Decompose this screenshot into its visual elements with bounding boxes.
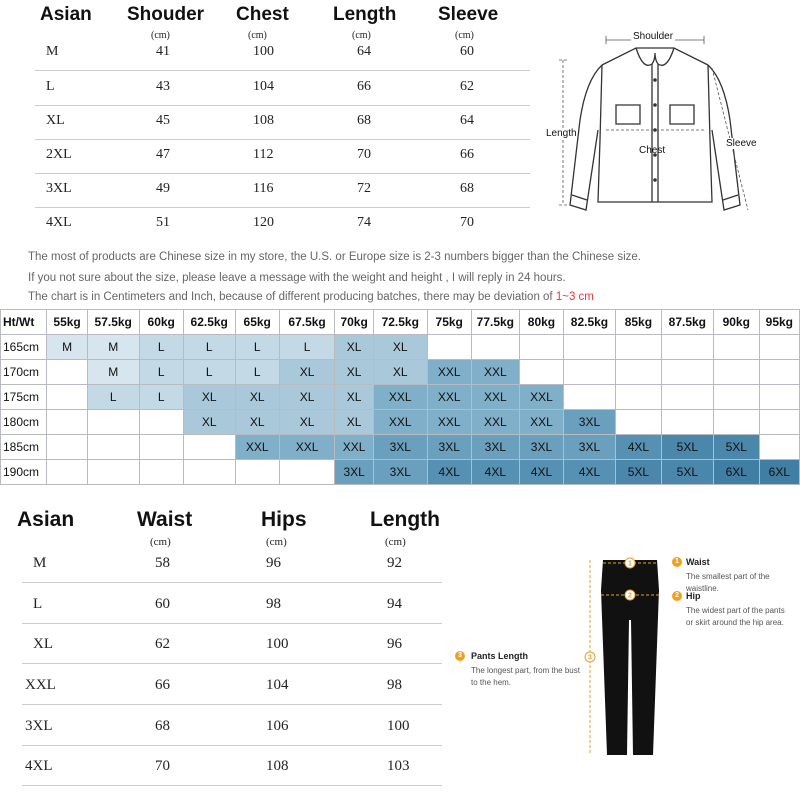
- pants-size-label: XXL: [25, 677, 56, 693]
- grid-size-cell: L: [183, 335, 235, 360]
- shirt-size-value: 100: [253, 44, 274, 59]
- header-sleeve: Sleeve: [438, 4, 499, 25]
- legend-waist-title: Waist: [686, 557, 710, 567]
- legend-length-desc: The longest part, from the bust to the hem.: [471, 666, 580, 687]
- grid-size-cell: 6XL: [713, 460, 759, 485]
- grid-row: [1, 360, 800, 385]
- grid-corner: Ht/Wt: [1, 310, 47, 335]
- grid-size-cell: 5XL: [661, 460, 713, 485]
- grid-size-cell: [615, 410, 661, 435]
- shirt-size-value: 51: [156, 215, 170, 230]
- row-divider: [22, 663, 442, 664]
- pants-measurement-diagram: [455, 550, 795, 765]
- shirt-size-label: 3XL: [46, 181, 72, 196]
- grid-size-cell: [615, 335, 661, 360]
- grid-size-cell: XL: [279, 410, 335, 435]
- shirt-size-value: 72: [357, 181, 371, 196]
- shirt-size-label: M: [46, 44, 59, 59]
- grid-height-label: 190cm: [1, 460, 47, 485]
- grid-size-cell: 4XL: [427, 460, 471, 485]
- grid-size-cell: XL: [373, 360, 427, 385]
- pants-size-value: 96: [266, 555, 281, 571]
- grid-size-cell: [759, 360, 799, 385]
- legend-number-1-icon: 1: [672, 557, 682, 567]
- grid-size-cell: 3XL: [373, 460, 427, 485]
- pants-size-value: 103: [387, 758, 410, 774]
- row-divider: [35, 207, 530, 208]
- grid-size-cell: [759, 410, 799, 435]
- grid-size-cell: [183, 435, 235, 460]
- row-divider: [35, 70, 530, 71]
- shirt-size-value: 64: [460, 113, 474, 128]
- grid-size-cell: L: [235, 335, 279, 360]
- grid-size-cell: [661, 410, 713, 435]
- note-deviation-range: 1~3 cm: [555, 291, 594, 303]
- grid-size-cell: L: [235, 360, 279, 385]
- unit-sleeve: (cm): [455, 30, 474, 41]
- pants-size-value: 70: [155, 758, 170, 774]
- grid-size-cell: [759, 335, 799, 360]
- grid-size-cell: XXL: [519, 385, 563, 410]
- shirt-size-value: 64: [357, 44, 371, 59]
- grid-size-cell: [183, 460, 235, 485]
- pants-size-label: XL: [33, 636, 53, 652]
- grid-size-cell: XL: [373, 335, 427, 360]
- grid-height-label: 180cm: [1, 410, 47, 435]
- shirt-size-value: 49: [156, 181, 170, 196]
- grid-size-cell: [47, 385, 87, 410]
- shirt-size-label: L: [46, 79, 55, 94]
- grid-size-cell: XXL: [427, 360, 471, 385]
- shirt-size-value: 112: [253, 147, 274, 162]
- legend-length-title: Pants Length: [471, 651, 529, 661]
- grid-size-cell: XL: [279, 385, 335, 410]
- grid-size-cell: [427, 335, 471, 360]
- pants-size-label: M: [33, 555, 47, 571]
- grid-size-cell: XXL: [519, 410, 563, 435]
- grid-size-cell: [235, 460, 279, 485]
- pants-size-value: 62: [155, 636, 170, 652]
- grid-size-cell: [713, 360, 759, 385]
- shirt-size-label: 2XL: [46, 147, 72, 162]
- shirt-size-value: 70: [460, 215, 474, 230]
- grid-weight-header: 80kg: [519, 310, 563, 335]
- diagram-sleeve-label: Sleeve: [726, 138, 757, 149]
- shirt-size-label: 4XL: [46, 215, 72, 230]
- grid-height-label: 170cm: [1, 360, 47, 385]
- grid-weight-header: 55kg: [47, 310, 87, 335]
- grid-weight-header: 87.5kg: [661, 310, 713, 335]
- legend-number-3-icon: 3: [455, 651, 465, 661]
- grid-size-cell: 6XL: [759, 460, 799, 485]
- grid-size-cell: 3XL: [427, 435, 471, 460]
- grid-size-cell: [563, 360, 615, 385]
- shirt-size-value: 116: [253, 181, 274, 196]
- pants-size-value: 98: [266, 596, 281, 612]
- grid-size-cell: 3XL: [563, 410, 615, 435]
- grid-size-cell: XXL: [471, 410, 519, 435]
- grid-size-cell: [471, 335, 519, 360]
- grid-size-cell: XL: [183, 410, 235, 435]
- pants-size-value: 60: [155, 596, 170, 612]
- grid-size-cell: L: [183, 360, 235, 385]
- grid-size-cell: M: [87, 360, 139, 385]
- pants-size-label: L: [33, 596, 43, 612]
- grid-size-cell: XXL: [373, 410, 427, 435]
- shirt-size-value: 62: [460, 79, 474, 94]
- grid-size-cell: 4XL: [519, 460, 563, 485]
- grid-size-cell: L: [139, 385, 183, 410]
- grid-size-cell: [519, 360, 563, 385]
- pants-size-value: 108: [266, 758, 289, 774]
- row-divider: [22, 704, 442, 705]
- pants-marker-1: 1: [628, 560, 632, 568]
- pants-size-label: 4XL: [25, 758, 53, 774]
- grid-size-cell: [139, 460, 183, 485]
- grid-weight-header: 82.5kg: [563, 310, 615, 335]
- grid-size-cell: 3XL: [373, 435, 427, 460]
- shirt-size-value: 108: [253, 113, 274, 128]
- grid-height-label: 175cm: [1, 385, 47, 410]
- grid-size-cell: M: [87, 335, 139, 360]
- grid-size-cell: [661, 385, 713, 410]
- header-shoulder: Shouder: [127, 4, 205, 25]
- grid-weight-header: 85kg: [615, 310, 661, 335]
- grid-weight-header: 62.5kg: [183, 310, 235, 335]
- grid-size-cell: XL: [335, 385, 373, 410]
- grid-size-cell: 4XL: [563, 460, 615, 485]
- pants-unit-waist: (cm): [150, 536, 171, 548]
- grid-row: [1, 385, 800, 410]
- grid-weight-header: 90kg: [713, 310, 759, 335]
- shirt-size-value: 43: [156, 79, 170, 94]
- grid-weight-header: 77.5kg: [471, 310, 519, 335]
- grid-height-label: 185cm: [1, 435, 47, 460]
- header-chest: Chest: [236, 4, 289, 25]
- grid-row: [1, 435, 800, 460]
- grid-height-label: 165cm: [1, 335, 47, 360]
- grid-size-cell: XXL: [335, 435, 373, 460]
- legend-waist-desc: The smallest part of the waistline.: [686, 572, 770, 593]
- grid-size-cell: [615, 385, 661, 410]
- grid-size-cell: XXL: [427, 385, 471, 410]
- grid-row: [1, 460, 800, 485]
- pants-size-value: 100: [266, 636, 289, 652]
- note-deviation: [28, 291, 594, 303]
- grid-size-cell: XXL: [373, 385, 427, 410]
- pants-header-length: Length: [370, 508, 440, 531]
- unit-length: (cm): [352, 30, 371, 41]
- row-divider: [22, 785, 442, 786]
- diagram-length-label: Length: [546, 128, 577, 139]
- grid-size-cell: [87, 435, 139, 460]
- shirt-outline-icon: [540, 20, 770, 230]
- pants-size-label: 3XL: [25, 718, 53, 734]
- shirt-size-value: 66: [460, 147, 474, 162]
- pants-header-asian: Asian: [17, 508, 75, 531]
- pants-unit-hips: (cm): [266, 536, 287, 548]
- grid-size-cell: [615, 360, 661, 385]
- grid-size-cell: L: [139, 335, 183, 360]
- shirt-size-value: 68: [460, 181, 474, 196]
- unit-shoulder: (cm): [151, 30, 170, 41]
- grid-size-cell: L: [139, 360, 183, 385]
- pants-marker-2: 2: [628, 592, 632, 600]
- grid-size-cell: [47, 435, 87, 460]
- grid-row: [1, 410, 800, 435]
- grid-weight-header: 75kg: [427, 310, 471, 335]
- grid-size-cell: [87, 410, 139, 435]
- grid-size-cell: 5XL: [713, 435, 759, 460]
- pants-size-value: 92: [387, 555, 402, 571]
- grid-size-cell: [661, 335, 713, 360]
- row-divider: [35, 105, 530, 106]
- shirt-size-value: 60: [460, 44, 474, 59]
- grid-size-cell: XXL: [279, 435, 335, 460]
- diagram-chest-label: Chest: [639, 145, 666, 156]
- grid-size-cell: XL: [335, 410, 373, 435]
- grid-size-cell: XXL: [235, 435, 279, 460]
- shirt-size-value: 66: [357, 79, 371, 94]
- header-length: Length: [333, 4, 397, 25]
- grid-size-cell: 5XL: [615, 460, 661, 485]
- pants-unit-length: (cm): [385, 536, 406, 548]
- unit-chest: (cm): [248, 30, 267, 41]
- grid-size-cell: [759, 385, 799, 410]
- grid-size-cell: XL: [335, 360, 373, 385]
- grid-size-cell: 5XL: [661, 435, 713, 460]
- grid-weight-header: 65kg: [235, 310, 279, 335]
- row-divider: [35, 139, 530, 140]
- grid-size-cell: [713, 410, 759, 435]
- grid-size-cell: XL: [235, 410, 279, 435]
- pants-size-value: 94: [387, 596, 402, 612]
- note-message: If you not sure about the size, please leave a message with the weight and height , I will reply in 24 hours.: [28, 272, 566, 284]
- note-deviation-text: The chart is in Centimeters and Inch, because of different producing batches, there may be deviation of: [28, 291, 556, 303]
- legend-number-2-icon: 2: [672, 591, 682, 601]
- grid-size-cell: XL: [279, 360, 335, 385]
- shirt-size-value: 45: [156, 113, 170, 128]
- grid-size-cell: [139, 410, 183, 435]
- grid-size-cell: [661, 360, 713, 385]
- shirt-size-value: 41: [156, 44, 170, 59]
- grid-size-cell: XXL: [471, 360, 519, 385]
- height-weight-size-grid: [0, 309, 800, 485]
- diagram-shoulder-label: Shoulder: [633, 31, 674, 42]
- pants-size-value: 68: [155, 718, 170, 734]
- grid-size-cell: XXL: [427, 410, 471, 435]
- grid-size-cell: L: [279, 335, 335, 360]
- header-asian: Asian: [40, 4, 92, 25]
- grid-weight-header: 67.5kg: [279, 310, 335, 335]
- legend-hip-desc: The widest part of the pants or skirt around the hip area.: [686, 606, 785, 627]
- pants-silhouette-icon: [575, 550, 685, 765]
- grid-size-cell: [563, 385, 615, 410]
- legend-hip-title: Hip: [686, 591, 701, 601]
- shirt-size-value: 47: [156, 147, 170, 162]
- grid-size-cell: 4XL: [471, 460, 519, 485]
- grid-weight-header: 70kg: [335, 310, 373, 335]
- grid-size-cell: [713, 335, 759, 360]
- grid-size-cell: [47, 360, 87, 385]
- pants-size-value: 98: [387, 677, 402, 693]
- pants-size-value: 66: [155, 677, 170, 693]
- grid-size-cell: 3XL: [335, 460, 373, 485]
- grid-weight-header: 72.5kg: [373, 310, 427, 335]
- shirt-size-value: 74: [357, 215, 371, 230]
- pants-marker-3: 3: [588, 654, 592, 662]
- grid-size-cell: L: [87, 385, 139, 410]
- grid-weight-header: 95kg: [759, 310, 799, 335]
- grid-size-cell: [139, 435, 183, 460]
- shirt-size-value: 120: [253, 215, 274, 230]
- row-divider: [22, 623, 442, 624]
- pants-size-value: 106: [266, 718, 289, 734]
- grid-size-cell: 3XL: [471, 435, 519, 460]
- shirt-size-value: 70: [357, 147, 371, 162]
- note-chinese-size: The most of products are Chinese size in my store, the U.S. or Europe size is 2-3 numbers bigger than the Chinese size.: [28, 251, 641, 263]
- grid-header-row: [1, 310, 800, 335]
- shirt-measurement-diagram: [540, 20, 770, 230]
- shirt-size-value: 104: [253, 79, 274, 94]
- pants-size-value: 58: [155, 555, 170, 571]
- shirt-size-label: XL: [46, 113, 65, 128]
- pants-header-hips: Hips: [261, 508, 307, 531]
- grid-size-cell: XXL: [471, 385, 519, 410]
- row-divider: [22, 582, 442, 583]
- grid-size-cell: XL: [183, 385, 235, 410]
- row-divider: [35, 173, 530, 174]
- pants-size-value: 104: [266, 677, 289, 693]
- grid-size-cell: M: [47, 335, 87, 360]
- grid-size-cell: XL: [335, 335, 373, 360]
- pants-size-value: 96: [387, 636, 402, 652]
- grid-size-cell: XL: [235, 385, 279, 410]
- grid-size-cell: 3XL: [563, 435, 615, 460]
- grid-size-cell: [563, 335, 615, 360]
- grid-weight-header: 60kg: [139, 310, 183, 335]
- grid-size-cell: [713, 385, 759, 410]
- grid-row: [1, 335, 800, 360]
- grid-size-cell: [87, 460, 139, 485]
- grid-size-cell: [279, 460, 335, 485]
- pants-header-waist: Waist: [137, 508, 193, 531]
- grid-size-cell: [47, 460, 87, 485]
- grid-size-cell: [519, 335, 563, 360]
- grid-size-cell: [759, 435, 799, 460]
- grid-size-cell: 3XL: [519, 435, 563, 460]
- grid-weight-header: 57.5kg: [87, 310, 139, 335]
- row-divider: [22, 745, 442, 746]
- grid-size-cell: [47, 410, 87, 435]
- shirt-size-value: 68: [357, 113, 371, 128]
- pants-size-value: 100: [387, 718, 410, 734]
- grid-size-cell: 4XL: [615, 435, 661, 460]
